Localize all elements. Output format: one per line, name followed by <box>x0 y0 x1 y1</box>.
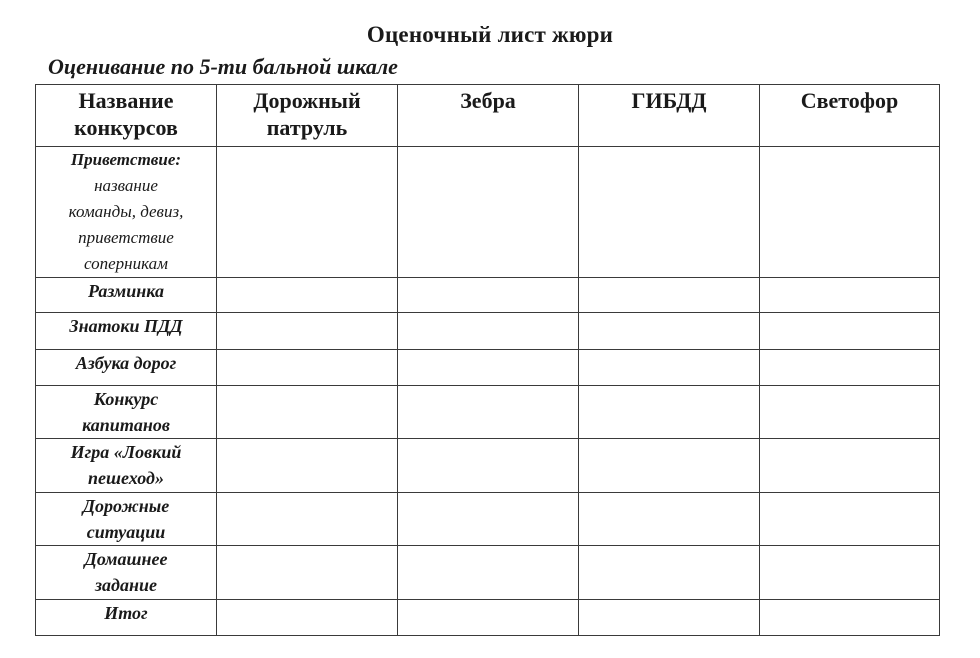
row-label-road-alphabet <box>36 350 217 386</box>
score-cell[interactable] <box>760 439 940 493</box>
scoring-scale-caption: Оценивание по 5-ти бальной шкале <box>48 54 398 79</box>
row-label-line: Приветствие: <box>70 150 182 169</box>
row-label-total <box>36 600 217 636</box>
row-label-line: Итог <box>104 603 148 623</box>
score-cell[interactable] <box>579 493 760 546</box>
row-label-line: пешеход» <box>88 468 164 488</box>
score-cell[interactable] <box>217 439 398 493</box>
header-line: патруль <box>266 115 348 140</box>
row-label-line: Азбука дорог <box>75 353 177 373</box>
score-cell[interactable] <box>398 493 579 546</box>
header-line: ГИБДД <box>631 88 707 113</box>
score-cell[interactable] <box>760 493 940 546</box>
row-label-line: Игра «Ловкий <box>70 442 182 462</box>
score-table <box>35 84 940 636</box>
score-cell[interactable] <box>398 278 579 313</box>
score-cell[interactable] <box>579 350 760 386</box>
header-team-svetofor <box>760 85 940 147</box>
score-cell[interactable] <box>579 386 760 439</box>
row-label-greeting <box>36 147 217 278</box>
table-row <box>36 350 940 386</box>
score-cell[interactable] <box>579 147 760 278</box>
table-row <box>36 546 940 600</box>
header-line: Светофор <box>800 88 899 113</box>
score-cell[interactable] <box>398 546 579 600</box>
row-label-pdd-experts <box>36 313 217 350</box>
row-label-line: Конкурс <box>93 389 159 409</box>
score-cell[interactable] <box>579 600 760 636</box>
header-contest-name <box>36 85 217 147</box>
score-cell[interactable] <box>398 147 579 278</box>
table-row <box>36 439 940 493</box>
score-cell[interactable] <box>398 386 579 439</box>
row-label-agile-pedestrian <box>36 439 217 493</box>
score-cell[interactable] <box>398 313 579 350</box>
table-row <box>36 386 940 439</box>
table-row <box>36 493 940 546</box>
score-cell[interactable] <box>217 493 398 546</box>
score-cell[interactable] <box>760 313 940 350</box>
row-label-line: задание <box>95 575 157 595</box>
score-cell[interactable] <box>760 350 940 386</box>
row-label-line: приветствие <box>78 228 174 247</box>
row-label-line: соперникам <box>84 254 168 273</box>
row-label-line: Домашнее <box>84 549 168 569</box>
score-cell[interactable] <box>217 350 398 386</box>
score-cell[interactable] <box>579 313 760 350</box>
score-cell[interactable] <box>217 147 398 278</box>
score-cell[interactable] <box>760 278 940 313</box>
score-cell[interactable] <box>760 600 940 636</box>
row-label-line: команды, девиз, <box>68 202 184 221</box>
row-label-warmup <box>36 278 217 313</box>
score-cell[interactable] <box>398 600 579 636</box>
row-label-homework <box>36 546 217 600</box>
score-cell[interactable] <box>217 386 398 439</box>
score-cell[interactable] <box>760 386 940 439</box>
score-cell[interactable] <box>217 313 398 350</box>
score-cell[interactable] <box>217 600 398 636</box>
score-cell[interactable] <box>579 439 760 493</box>
score-cell[interactable] <box>217 546 398 600</box>
header-row <box>36 85 940 147</box>
table-row <box>36 600 940 636</box>
score-cell[interactable] <box>760 546 940 600</box>
header-line: Зебра <box>460 88 516 113</box>
header-line: Дорожный <box>253 88 361 113</box>
table-row <box>36 278 940 313</box>
sheet-title: Оценочный лист жюри <box>366 22 614 47</box>
table-row <box>36 313 940 350</box>
header-team-zebra <box>398 85 579 147</box>
header-line: конкурсов <box>74 115 178 140</box>
row-label-captains-contest <box>36 386 217 439</box>
score-cell[interactable] <box>398 439 579 493</box>
score-cell[interactable] <box>217 278 398 313</box>
row-label-line: капитанов <box>82 415 170 435</box>
header-team-dorozhny-patrul <box>217 85 398 147</box>
header-team-gibdd <box>579 85 760 147</box>
table-row <box>36 147 940 278</box>
score-cell[interactable] <box>760 147 940 278</box>
row-label-line: Дорожные <box>82 496 170 516</box>
score-cell[interactable] <box>579 546 760 600</box>
row-label-line: Разминка <box>88 281 164 301</box>
header-line: Название <box>78 88 174 113</box>
row-label-line: название <box>94 176 158 195</box>
score-cell[interactable] <box>398 350 579 386</box>
row-label-line: ситуации <box>86 522 166 542</box>
row-label-road-situations <box>36 493 217 546</box>
row-label-line: Знатоки ПДД <box>69 316 183 336</box>
score-cell[interactable] <box>579 278 760 313</box>
